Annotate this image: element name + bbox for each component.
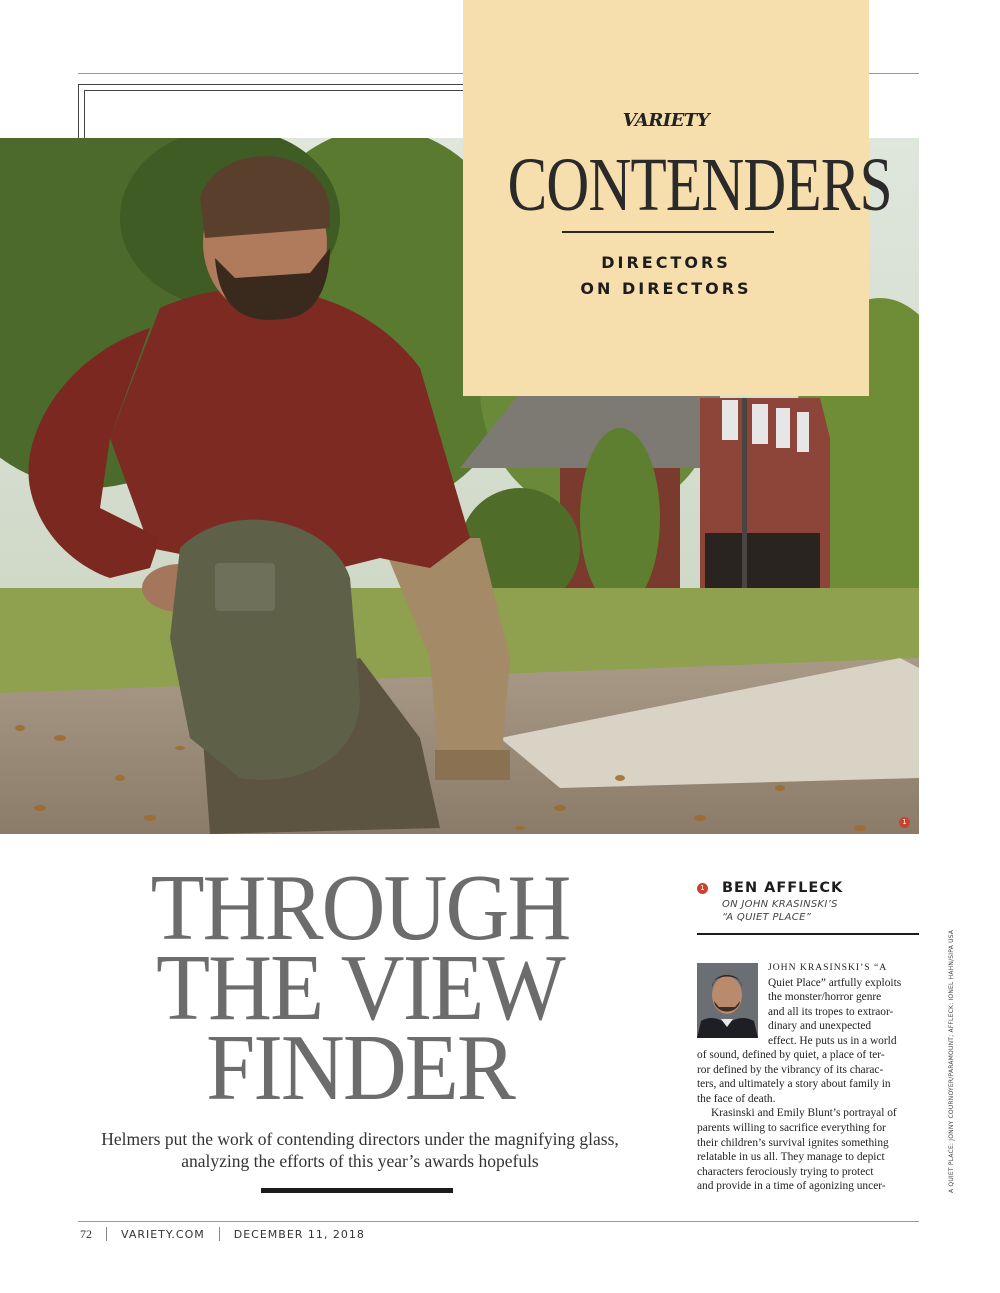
contenders-subtitle-line2: ON DIRECTORS	[580, 279, 752, 298]
footer-rule	[78, 1221, 919, 1222]
footer-site: VARIETY.COM	[121, 1227, 205, 1241]
contenders-subtitle-line1: DIRECTORS	[601, 253, 731, 272]
body-line: and provide in a time of agonizing uncer-	[697, 1180, 886, 1193]
body-line: characters ferociously trying to protect	[697, 1165, 874, 1178]
footer-separator	[106, 1227, 107, 1241]
headline-line3: FINDER	[206, 1016, 514, 1120]
contenders-box	[463, 0, 892, 396]
headline-line2: THE VIEW	[156, 936, 564, 1040]
body-line: ters, and ultimately a story about family in	[697, 1078, 891, 1091]
body-line: effect. He puts us in a world	[768, 1034, 897, 1047]
dek-line1: Helmers put the work of contending directors under the magnifying glass,	[101, 1129, 619, 1149]
dek-rule	[261, 1188, 453, 1193]
body-line: Krasinski and Emily Blunt’s portrayal of	[711, 1107, 897, 1120]
photo-credit: A QUIET PLACE: JONNY COURNOYER/PARAMOUNT; AFFLECK: IONEL HAHN/SIPA USA	[948, 929, 955, 1193]
body-line: dinary and unexpected	[768, 1020, 872, 1033]
body-line: JOHN KRASINSKI’S “A	[768, 962, 888, 973]
body-line: Quiet Place” artfully exploits	[768, 976, 902, 989]
contenders-title: CONTENDERS	[507, 143, 892, 227]
body-line: their children’s survival ignites something	[697, 1136, 889, 1149]
footer-separator	[219, 1227, 220, 1241]
author-number-badge: 1	[697, 883, 708, 894]
body-line: and all its tropes to extraor-	[768, 1005, 894, 1018]
variety-logo: VARIETY	[622, 110, 710, 131]
author-name: BEN AFFLECK	[722, 880, 844, 896]
dek-line2: analyzing the efforts of this year’s awards hopefuls	[181, 1151, 539, 1171]
contenders-divider	[562, 231, 774, 233]
decorative-frame-inner	[84, 90, 474, 144]
page-footer	[80, 1227, 365, 1241]
body-line: parents willing to sacrifice everything for	[697, 1122, 886, 1135]
body-line: ror defined by the vibrancy of its charac-	[697, 1063, 884, 1076]
article-body	[697, 961, 919, 1194]
body-line: relatable in us all. They manage to depict	[697, 1151, 885, 1164]
author-subject-line1: ON JOHN KRASINSKI’S	[722, 899, 838, 910]
headline-line1: THROUGH	[150, 856, 570, 960]
photo-number-badge: 1	[899, 817, 910, 828]
body-line: of sound, defined by quiet, a place of ter-	[697, 1049, 885, 1062]
author-subject-line2: “A QUIET PLACE”	[722, 912, 812, 923]
body-line: the monster/horror genre	[768, 991, 882, 1004]
sidebar-rule	[697, 933, 919, 935]
article-dek	[80, 1128, 640, 1172]
footer-date: DECEMBER 11, 2018	[233, 1227, 365, 1241]
body-line: the face of death.	[697, 1092, 776, 1105]
article-headline	[80, 856, 640, 1120]
page-number: 72	[80, 1226, 92, 1241]
